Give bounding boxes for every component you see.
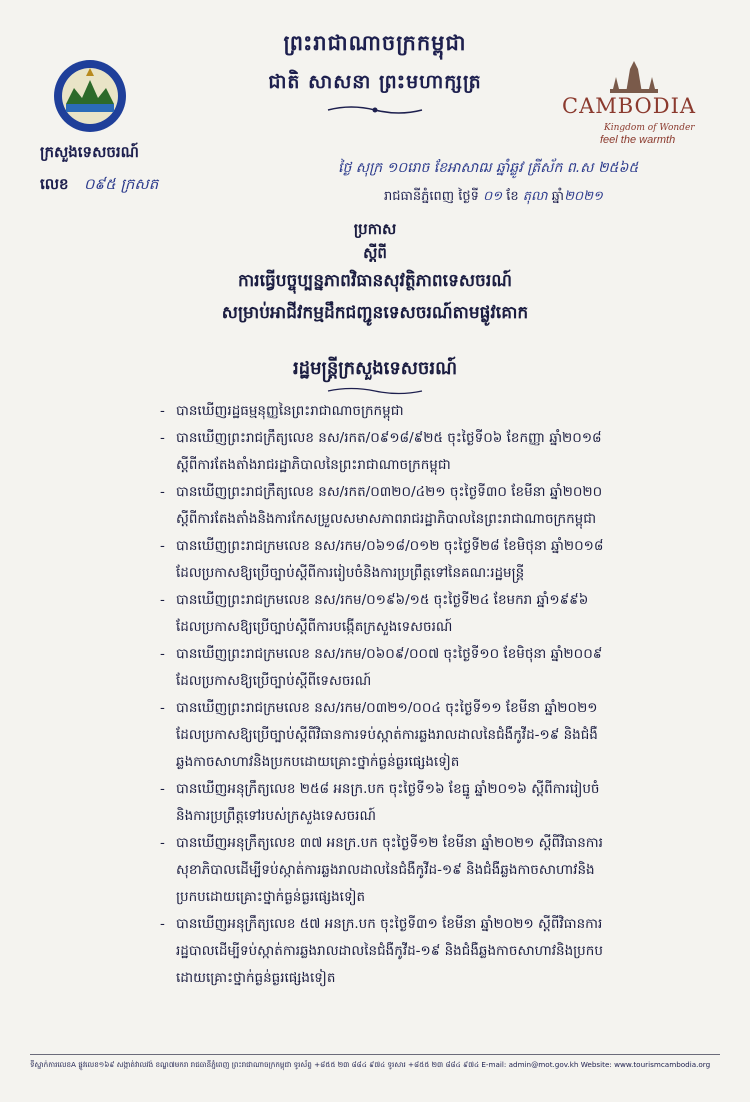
cambodia-subtitle: Kingdom of Wonder <box>604 123 695 133</box>
cambodia-tagline: feel the warmth <box>600 134 676 146</box>
ministry-name: ក្រសួងទេសចរណ៍ <box>40 143 139 161</box>
issuer-heading: រដ្ឋមន្ត្រីក្រសួងទេសចរណ៍ <box>292 358 458 379</box>
document-about: ស្តីពី <box>363 244 387 262</box>
national-motto: ជាតិ សាសនា ព្រះមហាក្សត្រ <box>268 71 482 93</box>
heading-ornament <box>326 104 424 116</box>
list-item: - បានឃើញអនុក្រឹត្យលេខ ៣៧ អនក្រ.បក ចុះថ្ងៃទី១២ ខែមីនា ឆ្នាំ២០២១ ស្តីពីវិធានការ សុខាភិបាលដើម្បីទប់ស្កាត់ការឆ្លងរាលដាលនៃជំងឺកូវីដ-១៩ និងជំងឺឆ្លងកាចសាហាវនិង ប្រកបដោយគ្រោះថ្នាក់ធ្ងន់ធ្ងរផ្សេងទៀត <box>160 835 603 905</box>
reference-list <box>160 398 700 992</box>
list-item: - បានឃើញព្រះរាជក្រមលេខ នស/រកម/០៣២១/០០៤ ចុះថ្ងៃទី១១ ខែមីនា ឆ្នាំ២០២១ ដែលប្រកាសឱ្យប្រើច្បាប់ស្តីពីវិធានការទប់ស្កាត់ការឆ្លងរាលដាលនៃជំងឺកូវីដ-១៩ និងជំងឺ ឆ្លងកាចសាហាវនិងប្រកបដោយគ្រោះថ្នាក់ធ្ងន់ធ្ងរផ្សេងទៀត <box>160 700 598 770</box>
reference-label: លេខ <box>40 175 69 193</box>
list-item: - បានឃើញព្រះរាជក្រឹត្យលេខ នស/រកត/០៩១៨/៩២៥ ចុះថ្ងៃទី០៦ ខែកញ្ញា ឆ្នាំ២០១៨ ស្តីពីការតែងតាំងរាជរដ្ឋាភិបាលនៃព្រះរាជាណាចក្រកម្ពុជា <box>160 430 602 473</box>
list-item: - បានឃើញអនុក្រឹត្យលេខ ៥៧ អនក្រ.បក ចុះថ្ងៃទី៣១ ខែមីនា ឆ្នាំ២០២១ ស្តីពីវិធានការ រដ្ឋបាលដើម្បីទប់ស្កាត់ការឆ្លងរាលដាលនៃជំងឺកូវីដ-១៩ និងជំងឺឆ្លងកាចសាហាវនិងប្រកប ដោយគ្រោះថ្នាក់ធ្ងន់ធ្ងរផ្សេងទៀត <box>160 916 603 986</box>
reference-value: ០៩៥ ក្រសត <box>83 175 159 193</box>
cambodia-brand: CAMBODIA <box>562 94 697 118</box>
reference-number <box>40 175 158 197</box>
date-year: ២០២១ <box>564 189 603 204</box>
kingdom-heading: ព្រះរាជាណាចក្រកម្ពុជា <box>283 31 467 55</box>
list-item: - បានឃើញរដ្ឋធម្មនុញ្ញនៃព្រះរាជាណាចក្រកម្ពុជា <box>160 403 404 419</box>
date-day: ០១ <box>483 189 503 204</box>
footer-divider <box>30 1054 720 1055</box>
date-month: តុលា <box>522 189 548 204</box>
document-title-line-1: ការធ្វើបច្ចុប្បន្នភាពវិធានសុវត្ថិភាពទេសចរណ៍ <box>237 271 512 291</box>
lunar-date: ថ្ងៃ សុក្រ ១០រោច ខែអាសាឍ ឆ្នាំឆ្លូវ ត្រីស័ក ព.ស ២៥៦៥ <box>338 160 639 176</box>
month-label: ខែ <box>506 189 519 204</box>
issuer-ornament <box>326 386 424 396</box>
list-item: - បានឃើញព្រះរាជក្រមលេខ នស/រកម/០១៩៦/១៥ ចុះថ្ងៃទី២៤ ខែមករា ឆ្នាំ១៩៩៦ ដែលប្រកាសឱ្យប្រើច្បាប់ស្តីពីការបង្កើតក្រសួងទេសចរណ៍ <box>160 592 589 635</box>
list-item: - បានឃើញព្រះរាជក្រមលេខ នស/រកម/០៦០៩/០០៧ ចុះថ្ងៃទី១០ ខែមិថុនា ឆ្នាំ២០០៩ ដែលប្រកាសឱ្យប្រើច្បាប់ស្តីពីទេសចរណ៍ <box>160 646 603 689</box>
document-type: ប្រកាស <box>353 220 397 238</box>
list-item: - បានឃើញព្រះរាជក្រឹត្យលេខ នស/រកត/០៣២០/៤២១ ចុះថ្ងៃទី៣០ ខែមីនា ឆ្នាំ២០២០ ស្តីពីការតែងតាំងនិងការកែសម្រួលសមាសភាពរាជរដ្ឋាភិបាលនៃព្រះរាជាណាចក្រកម្ពុជា <box>160 484 603 527</box>
document-title-line-2: សម្រាប់អាជីវកម្មដឹកជញ្ជូនទេសចរណ៍តាមផ្លូវគោក <box>221 303 529 323</box>
city-date-prefix: រាជធានីភ្នំពេញ ថ្ងៃទី <box>384 189 479 204</box>
list-item: - បានឃើញព្រះរាជក្រមលេខ នស/រកម/០៦១៨/០១២ ចុះថ្ងៃទី២៨ ខែមិថុនា ឆ្នាំ២០១៨ ដែលប្រកាសឱ្យប្រើច្បាប់ស្តីពីការរៀបចំនិងការប្រព្រឹត្តទៅនៃគណៈរដ្ឋមន្ត្រី <box>160 538 604 581</box>
city-date <box>384 188 603 207</box>
ministry-logo-icon <box>52 58 128 134</box>
footer-contact: ទីស្នាក់ការលេខA ផ្លូវលេខ១៦៩ សង្កាត់វាលវង់ ខណ្ឌ៧មករា រាជធានីភ្នំពេញ ព្រះរាជាណាចក្រកម្ពុជា ទូរស័ព្ទ +៨៥៥ ២៣ ៨៨៤ ៩៧៤ ទូរសារ +៨៥៥ ២៣ ៨៨៤ ៩៧៤ E-mail: admin@mot.gov.kh Website: www.tourismcambodia.org <box>30 1060 711 1069</box>
year-label: ឆ្នាំ <box>551 189 565 204</box>
list-item: - បានឃើញអនុក្រឹត្យលេខ ២៥៨ អនក្រ.បក ចុះថ្ងៃទី១៦ ខែធ្នូ ឆ្នាំ២០១៦ ស្តីពីការរៀបចំ និងការប្រព្រឹត្តទៅរបស់ក្រសួងទេសចរណ៍ <box>160 781 600 824</box>
